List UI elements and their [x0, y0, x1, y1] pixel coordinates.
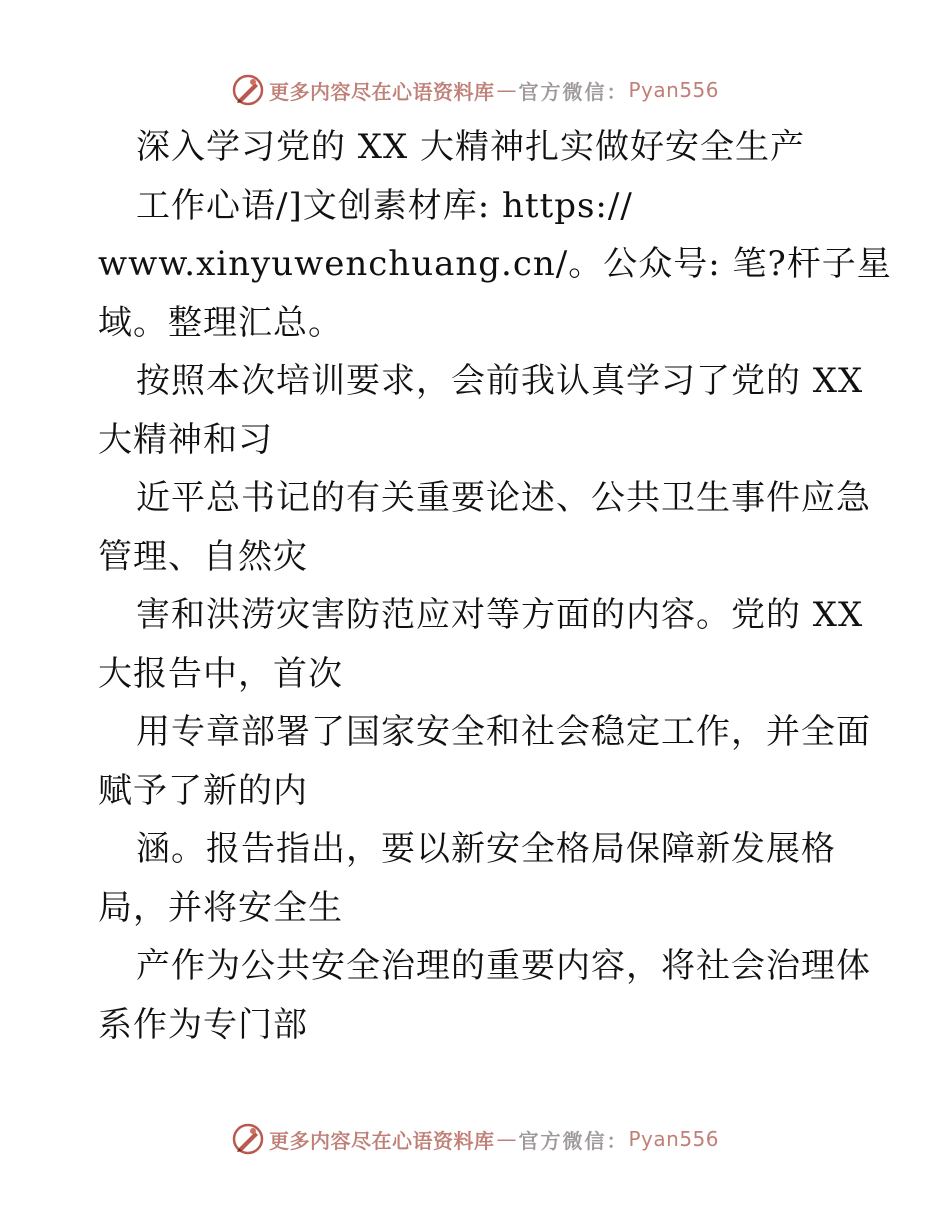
- banner-wechat-label: 官方微信：: [518, 1128, 629, 1153]
- body-line: 用专章部署了国家安全和社会稳定工作，并全面: [136, 712, 871, 752]
- footer-banner: [0, 1119, 950, 1159]
- body-line: 系作为专门部: [98, 1004, 308, 1045]
- body-line: 害和洪涝灾害防范应对等方面的内容。党的 XX: [136, 595, 864, 635]
- header-banner: [0, 70, 950, 110]
- body-line: 局，并将安全生: [98, 887, 343, 928]
- body-line: 域。整理汇总。: [98, 302, 343, 343]
- document-body: [98, 118, 892, 1054]
- pen-logo-icon: [231, 73, 265, 107]
- banner-dash: —: [496, 1127, 517, 1151]
- banner-main-text: 更多内容尽在心语资料库: [268, 1128, 495, 1153]
- banner-wechat-id: Pyan556: [628, 1127, 719, 1151]
- banner-dash: —: [496, 78, 517, 102]
- body-line: www.xinyuwenchuang.cn/。公众号: 笔?杆子星: [98, 244, 892, 284]
- body-line: 近平总书记的有关重要论述、公共卫生事件应急: [136, 478, 871, 518]
- banner-main-text: 更多内容尽在心语资料库: [268, 79, 495, 104]
- body-line: 按照本次培训要求，会前我认真学习了党的 XX: [136, 361, 864, 401]
- banner-wechat-id: Pyan556: [628, 78, 719, 102]
- body-line: 大精神和习: [98, 419, 273, 460]
- body-line: 大报告中，首次: [98, 653, 343, 694]
- body-line: 管理、自然灾: [98, 536, 308, 577]
- pen-logo-icon: [231, 1122, 265, 1156]
- body-line: 深入学习党的 XX 大精神扎实做好安全生产: [136, 127, 806, 167]
- body-line: 产作为公共安全治理的重要内容，将社会治理体: [136, 946, 871, 986]
- body-line: 赋予了新的内: [98, 770, 308, 811]
- body-line: 工作心语/]文创素材库: https://: [136, 185, 633, 226]
- banner-wechat-label: 官方微信：: [518, 79, 629, 104]
- body-line: 涵。报告指出，要以新安全格局保障新发展格: [136, 829, 836, 869]
